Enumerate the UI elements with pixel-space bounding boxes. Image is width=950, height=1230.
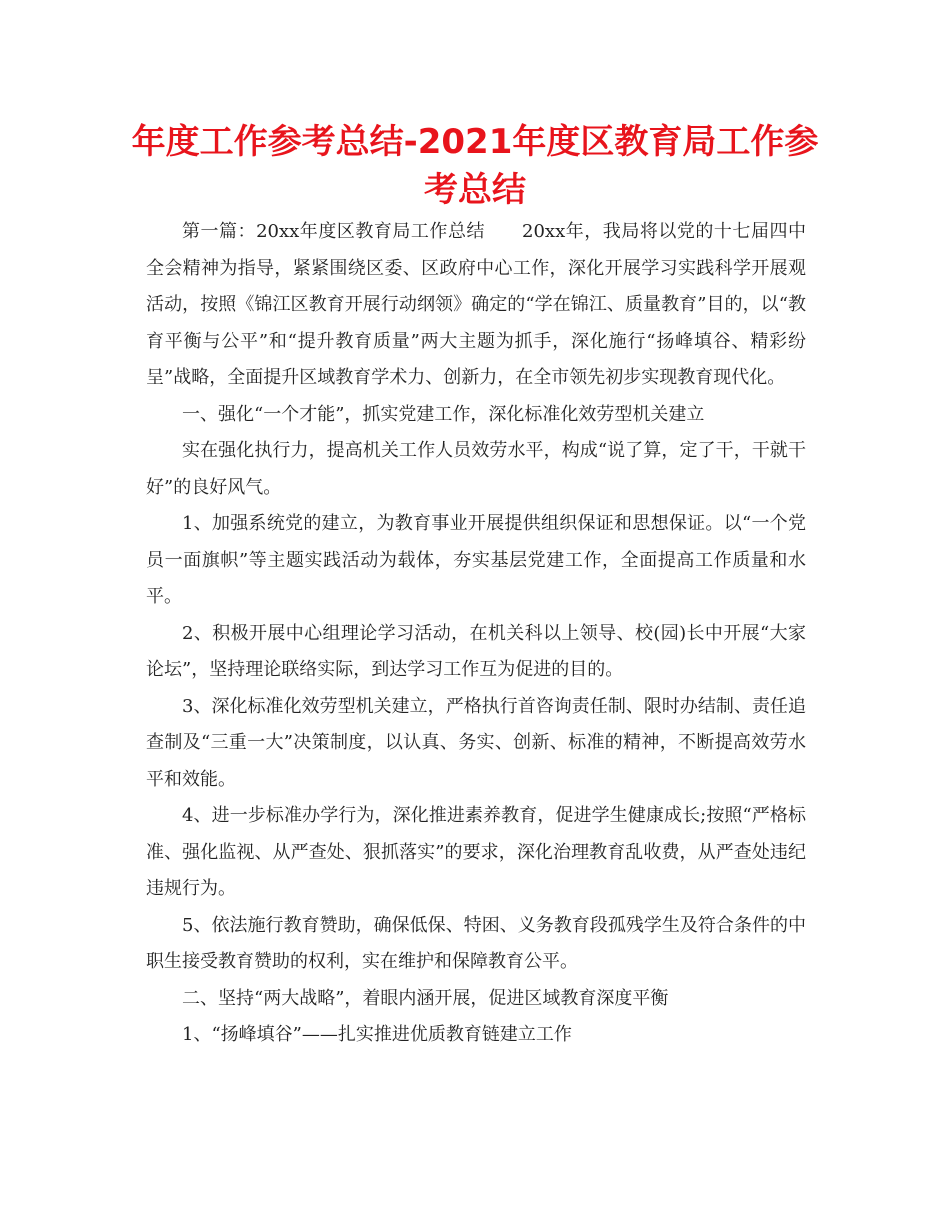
document-body — [146, 214, 806, 1054]
list-item: 3、深化标准化效劳型机关建立，严格执行首咨询责任制、限时办结制、责任追查制及“三重一大”决策制度，以认真、务实、创新、标准的精神，不断提高效劳水平和效能。 — [146, 695, 806, 790]
list-item: 1、“扬峰填谷”——扎实推进优质教育链建立工作 — [182, 1024, 572, 1045]
document-title: 年度工作参考总结-2021年度区教育局工作参考总结 — [131, 122, 819, 210]
section-heading: 一、强化“一个才能”，抓实党建工作，深化标准化效劳型机关建立 — [182, 403, 705, 425]
list-item: 5、依法施行教育赞助，确保低保、特困、义务教育段孤残学生及符合条件的中职生接受教育赞助的权利，实在维护和保障教育公平。 — [146, 914, 806, 972]
paragraph: 第一篇：20xx年度区教育局工作总结 20xx年，我局将以党的十七届四中全会精神为指导，紧紧围绕区委、区政府中心工作，深化开展学习实践科学开展观活动，按照《锦江区教育开展行动纲领》确定的“学在锦江、质量教育”目的，以“教育平衡与公平”和“提升教育质量”两大主题为抓手，深化施行“扬峰填谷、精彩纷呈”战略，全面提升区域教育学术力、创新力，在全市领先初步实现教育现代化。 — [146, 221, 806, 388]
list-item: 2、积极开展中心组理论学习活动，在机关科以上领导、校(园)长中开展“大家论坛”，坚持理论联络实际，到达学习工作互为促进的目的。 — [146, 622, 806, 680]
list-item: 1、加强系统党的建立，为教育事业开展提供组织保证和思想保证。以“一个党员一面旗帜”等主题实践活动为载体，夯实基层党建工作，全面提高工作质量和水平。 — [146, 513, 806, 607]
list-item: 4、进一步标准办学行为，深化推进素养教育，促进学生健康成长;按照“严格标准、强化监视、从严查处、狠抓落实”的要求，深化治理教育乱收费，从严查处违纪违规行为。 — [146, 805, 806, 899]
paragraph: 实在强化执行力，提高机关工作人员效劳水平，构成“说了算，定了干，干就干好”的良好风气。 — [146, 440, 806, 498]
section-heading: 二、坚持“两大战略”，着眼内涵开展，促进区域教育深度平衡 — [182, 987, 669, 1009]
